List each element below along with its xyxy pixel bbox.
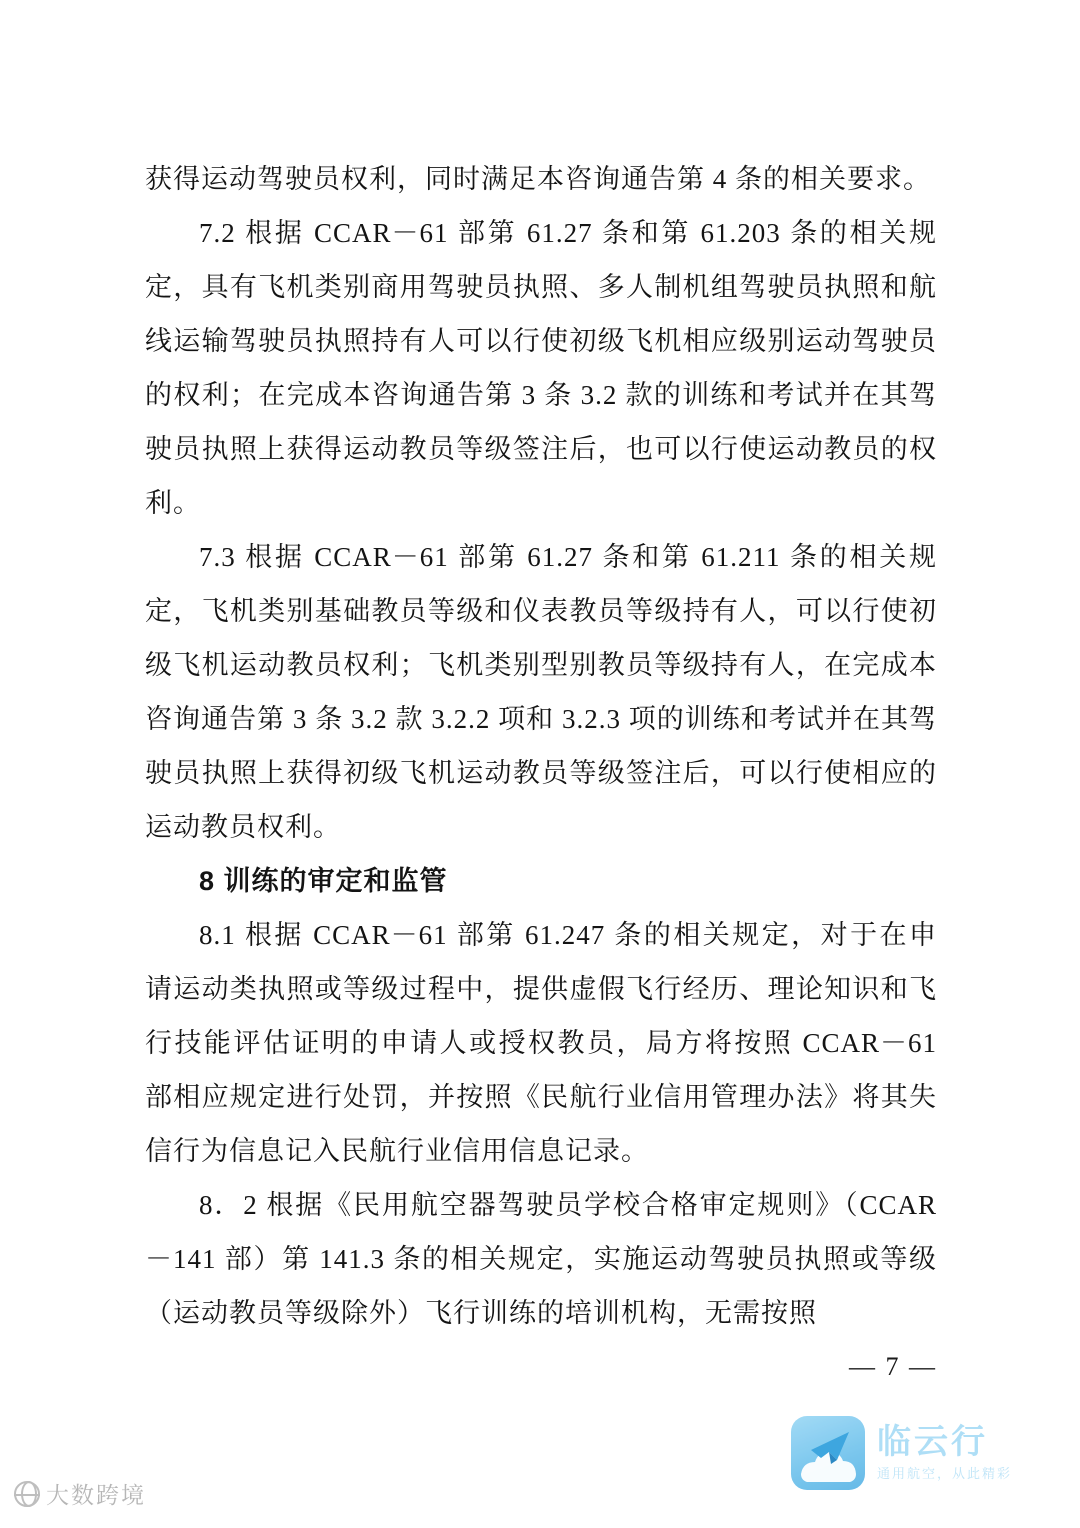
paragraph-8-1: 8.1 根据 CCAR－61 部第 61.247 条的相关规定，对于在申请运动类执照或等级过程中，提供虚假飞行经历、理论知识和飞行技能评估证明的申请人或授权教员，局方将按照 CCAR－61 部相应规定进行处罚，并按照《民航行业信用管理办法》将其失信行为信息记入民航行业信用信息记录。 (145, 920, 937, 1166)
document-body (145, 152, 937, 1340)
paragraph-7-1-continuation: 获得运动驾驶员权利，同时满足本咨询通告第 4 条的相关要求。 (145, 164, 931, 194)
paragraph-7-2: 7.2 根据 CCAR－61 部第 61.27 条和第 61.203 条的相关规定，具有飞机类别商用驾驶员执照、多人制机组驾驶员执照和航线运输驾驶员执照持有人可以行使初级飞机相应级别运动驾驶员的权利；在完成本咨询通告第 3 条 3.2 款的训练和考试并在其驾驶员执照上获得运动教员等级签注后，也可以行使运动教员的权利。 (145, 218, 937, 518)
brand-logo-icon (791, 1416, 865, 1490)
corner-watermark-text: 大数跨境 (46, 1482, 146, 1508)
page-number: — 7 — (849, 1352, 937, 1381)
section-heading-8: 8 训练的审定和监管 (199, 866, 448, 896)
brand-watermark (791, 1416, 1012, 1490)
airplane-cloud-icon (791, 1416, 865, 1490)
brand-text-column (877, 1416, 1012, 1482)
paragraph-7-3: 7.3 根据 CCAR－61 部第 61.27 条和第 61.211 条的相关规定，飞机类别基础教员等级和仪表教员等级持有人，可以行使初级飞机运动教员权利；飞机类别型别教员等级持有人，在完成本咨询通告第 3 条 3.2 款 3.2.2 项和 3.2.3 项的训练和考试并在其驾驶员执照上获得初级飞机运动教员等级签注后，可以行使相应的运动教员权利。 (145, 542, 937, 842)
corner-watermark (14, 1477, 146, 1510)
paragraph-8-2: 8．2 根据《民用航空器驾驶员学校合格审定规则》（CCAR－141 部）第 141.3 条的相关规定，实施运动驾驶员执照或等级（运动教员等级除外）飞行训练的培训机构，无需按照 (145, 1190, 937, 1328)
brand-name: 临云行 (876, 1423, 988, 1461)
brand-tagline: 通用航空，从此精彩 (876, 1466, 1012, 1481)
globe-icon (14, 1481, 40, 1507)
